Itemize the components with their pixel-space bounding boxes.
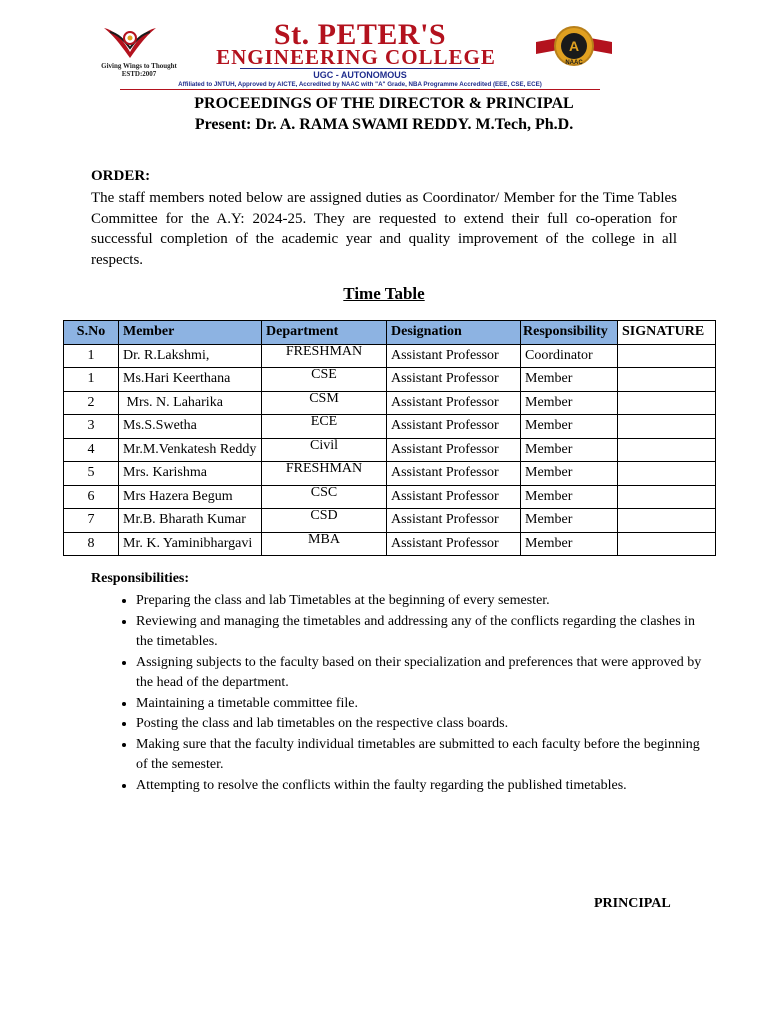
cell-signature — [618, 344, 716, 368]
list-item: • Maintaining a timetable committee file. — [136, 694, 708, 715]
table-row — [64, 415, 716, 439]
header-signature: SIGNATURE — [618, 321, 716, 345]
cell-designation: Assistant Professor — [387, 368, 521, 392]
cell-designation: Assistant Professor — [387, 509, 521, 533]
cell-designation: Assistant Professor — [387, 532, 521, 556]
header-member: Member — [119, 321, 262, 345]
cell-department: MBA — [262, 532, 387, 556]
principal-signoff: PRINCIPAL — [594, 896, 671, 911]
header-designation: Designation — [387, 321, 521, 345]
responsibilities-list — [108, 591, 708, 796]
cell-designation: Assistant Professor — [387, 485, 521, 509]
cell-sno: 5 — [64, 462, 119, 486]
header-sno: S.No — [64, 321, 119, 345]
cell-sno: 7 — [64, 509, 119, 533]
autonomous-status: UGC - AUTONOMOUS — [240, 68, 480, 80]
college-name-line2: ENGINEERING COLLEGE — [216, 45, 496, 69]
table-row — [64, 344, 716, 368]
list-item: • Preparing the class and lab Timetables at the beginning of every semester. — [136, 591, 708, 612]
table-row — [64, 438, 716, 462]
naac-badge-text: NAAC — [565, 60, 583, 66]
cell-signature — [618, 485, 716, 509]
list-item: • Reviewing and managing the timetables and addressing any of the conflicts regarding the clashes in the timetables. — [136, 612, 708, 653]
cell-responsibility: Member — [521, 462, 618, 486]
cell-designation: Assistant Professor — [387, 415, 521, 439]
cell-department: CSE — [262, 368, 387, 392]
college-motto — [94, 62, 184, 78]
cell-member: Mrs Hazera Begum — [119, 485, 262, 509]
cell-department: Civil — [262, 438, 387, 462]
cell-signature — [618, 462, 716, 486]
cell-member: Ms.Hari Keerthana — [119, 368, 262, 392]
motto-text: Giving Wings to Thought — [101, 62, 177, 70]
present-line: Present: Dr. A. RAMA SWAMI REDDY. M.Tech, Ph.D. — [194, 116, 574, 133]
cell-department: CSD — [262, 509, 387, 533]
cell-department: CSC — [262, 485, 387, 509]
cell-department: FRESHMAN — [262, 344, 387, 368]
cell-sno: 6 — [64, 485, 119, 509]
list-item: • Attempting to resolve the conflicts within the faulty regarding the published timetables. — [136, 776, 708, 797]
cell-responsibility: Member — [521, 485, 618, 509]
cell-responsibility: Member — [521, 415, 618, 439]
list-item: • Assigning subjects to the faculty based on their specialization and preferences that were approved by the head of the department. — [136, 653, 708, 694]
cell-sno: 8 — [64, 532, 119, 556]
cell-signature — [618, 532, 716, 556]
cell-responsibility: Member — [521, 532, 618, 556]
cell-designation: Assistant Professor — [387, 344, 521, 368]
table-row — [64, 532, 716, 556]
cell-member: Mrs. Karishma — [119, 462, 262, 486]
timetable-title: Time Table — [343, 284, 425, 303]
cell-sno: 2 — [64, 391, 119, 415]
cell-sno: 1 — [64, 368, 119, 392]
cell-signature — [618, 368, 716, 392]
established-year: ESTD:2007 — [121, 70, 157, 78]
cell-member: Mr.M.Venkatesh Reddy — [119, 438, 262, 462]
table-body — [64, 344, 716, 556]
cell-signature — [618, 509, 716, 533]
cell-department: FRESHMAN — [262, 462, 387, 486]
header-responsibility: Responsibility — [521, 321, 618, 345]
table-row — [64, 485, 716, 509]
table-row — [64, 391, 716, 415]
naac-badge-letter: A — [568, 38, 580, 54]
committee-table — [63, 320, 716, 556]
cell-sno: 4 — [64, 438, 119, 462]
order-label: ORDER: — [91, 168, 151, 184]
list-item: • Making sure that the faculty individual timetables are submitted to each faculty before the beginning of the semester. — [136, 735, 708, 776]
cell-designation: Assistant Professor — [387, 438, 521, 462]
cell-responsibility: Member — [521, 438, 618, 462]
cell-member: Mr.B. Bharath Kumar — [119, 509, 262, 533]
cell-member: Ms.S.Swetha — [119, 415, 262, 439]
cell-department: CSM — [262, 391, 387, 415]
college-letterhead — [90, 18, 620, 94]
proceedings-title: PROCEEDINGS OF THE DIRECTOR & PRINCIPAL — [194, 95, 574, 112]
cell-sno: 3 — [64, 415, 119, 439]
cell-responsibility: Member — [521, 509, 618, 533]
naac-badge-icon — [534, 24, 614, 68]
college-name-line1: St. PETER'S — [273, 18, 447, 51]
cell-signature — [618, 391, 716, 415]
table-row — [64, 462, 716, 486]
cell-member: Dr. R.Lakshmi, — [119, 344, 262, 368]
cell-department: ECE — [262, 415, 387, 439]
cell-responsibility: Member — [521, 391, 618, 415]
table-row — [64, 368, 716, 392]
cell-designation: Assistant Professor — [387, 462, 521, 486]
list-item: • Posting the class and lab timetables on the respective class boards. — [136, 714, 708, 735]
responsibilities-label: Responsibilities: — [91, 571, 190, 586]
table-row — [64, 509, 716, 533]
order-text: The staff members noted below are assigned duties as Coordinator/ Member for the Time Tables Committee for the A.Y: 2024-25. They are requested to extend their full co-operation for successful completion of the academic year and quality improvement of the college in all respects. — [91, 190, 677, 268]
cell-sno: 1 — [64, 344, 119, 368]
cell-signature — [618, 415, 716, 439]
cell-signature — [618, 438, 716, 462]
college-emblem-icon — [100, 22, 160, 62]
cell-responsibility: Member — [521, 368, 618, 392]
cell-member: Mr. K. Yaminibhargavi — [119, 532, 262, 556]
cell-designation: Assistant Professor — [387, 391, 521, 415]
cell-member: Mrs. N. Laharika — [119, 391, 262, 415]
cell-responsibility: Coordinator — [521, 344, 618, 368]
table-header-row — [64, 321, 716, 345]
affiliation-line: Affiliated to JNTUH, Approved by AICTE, Accredited by NAAC with "A" Grade, NBA Programme Accredited (EEE, CSE, ECE) — [120, 81, 600, 90]
header-department: Department — [262, 321, 387, 345]
